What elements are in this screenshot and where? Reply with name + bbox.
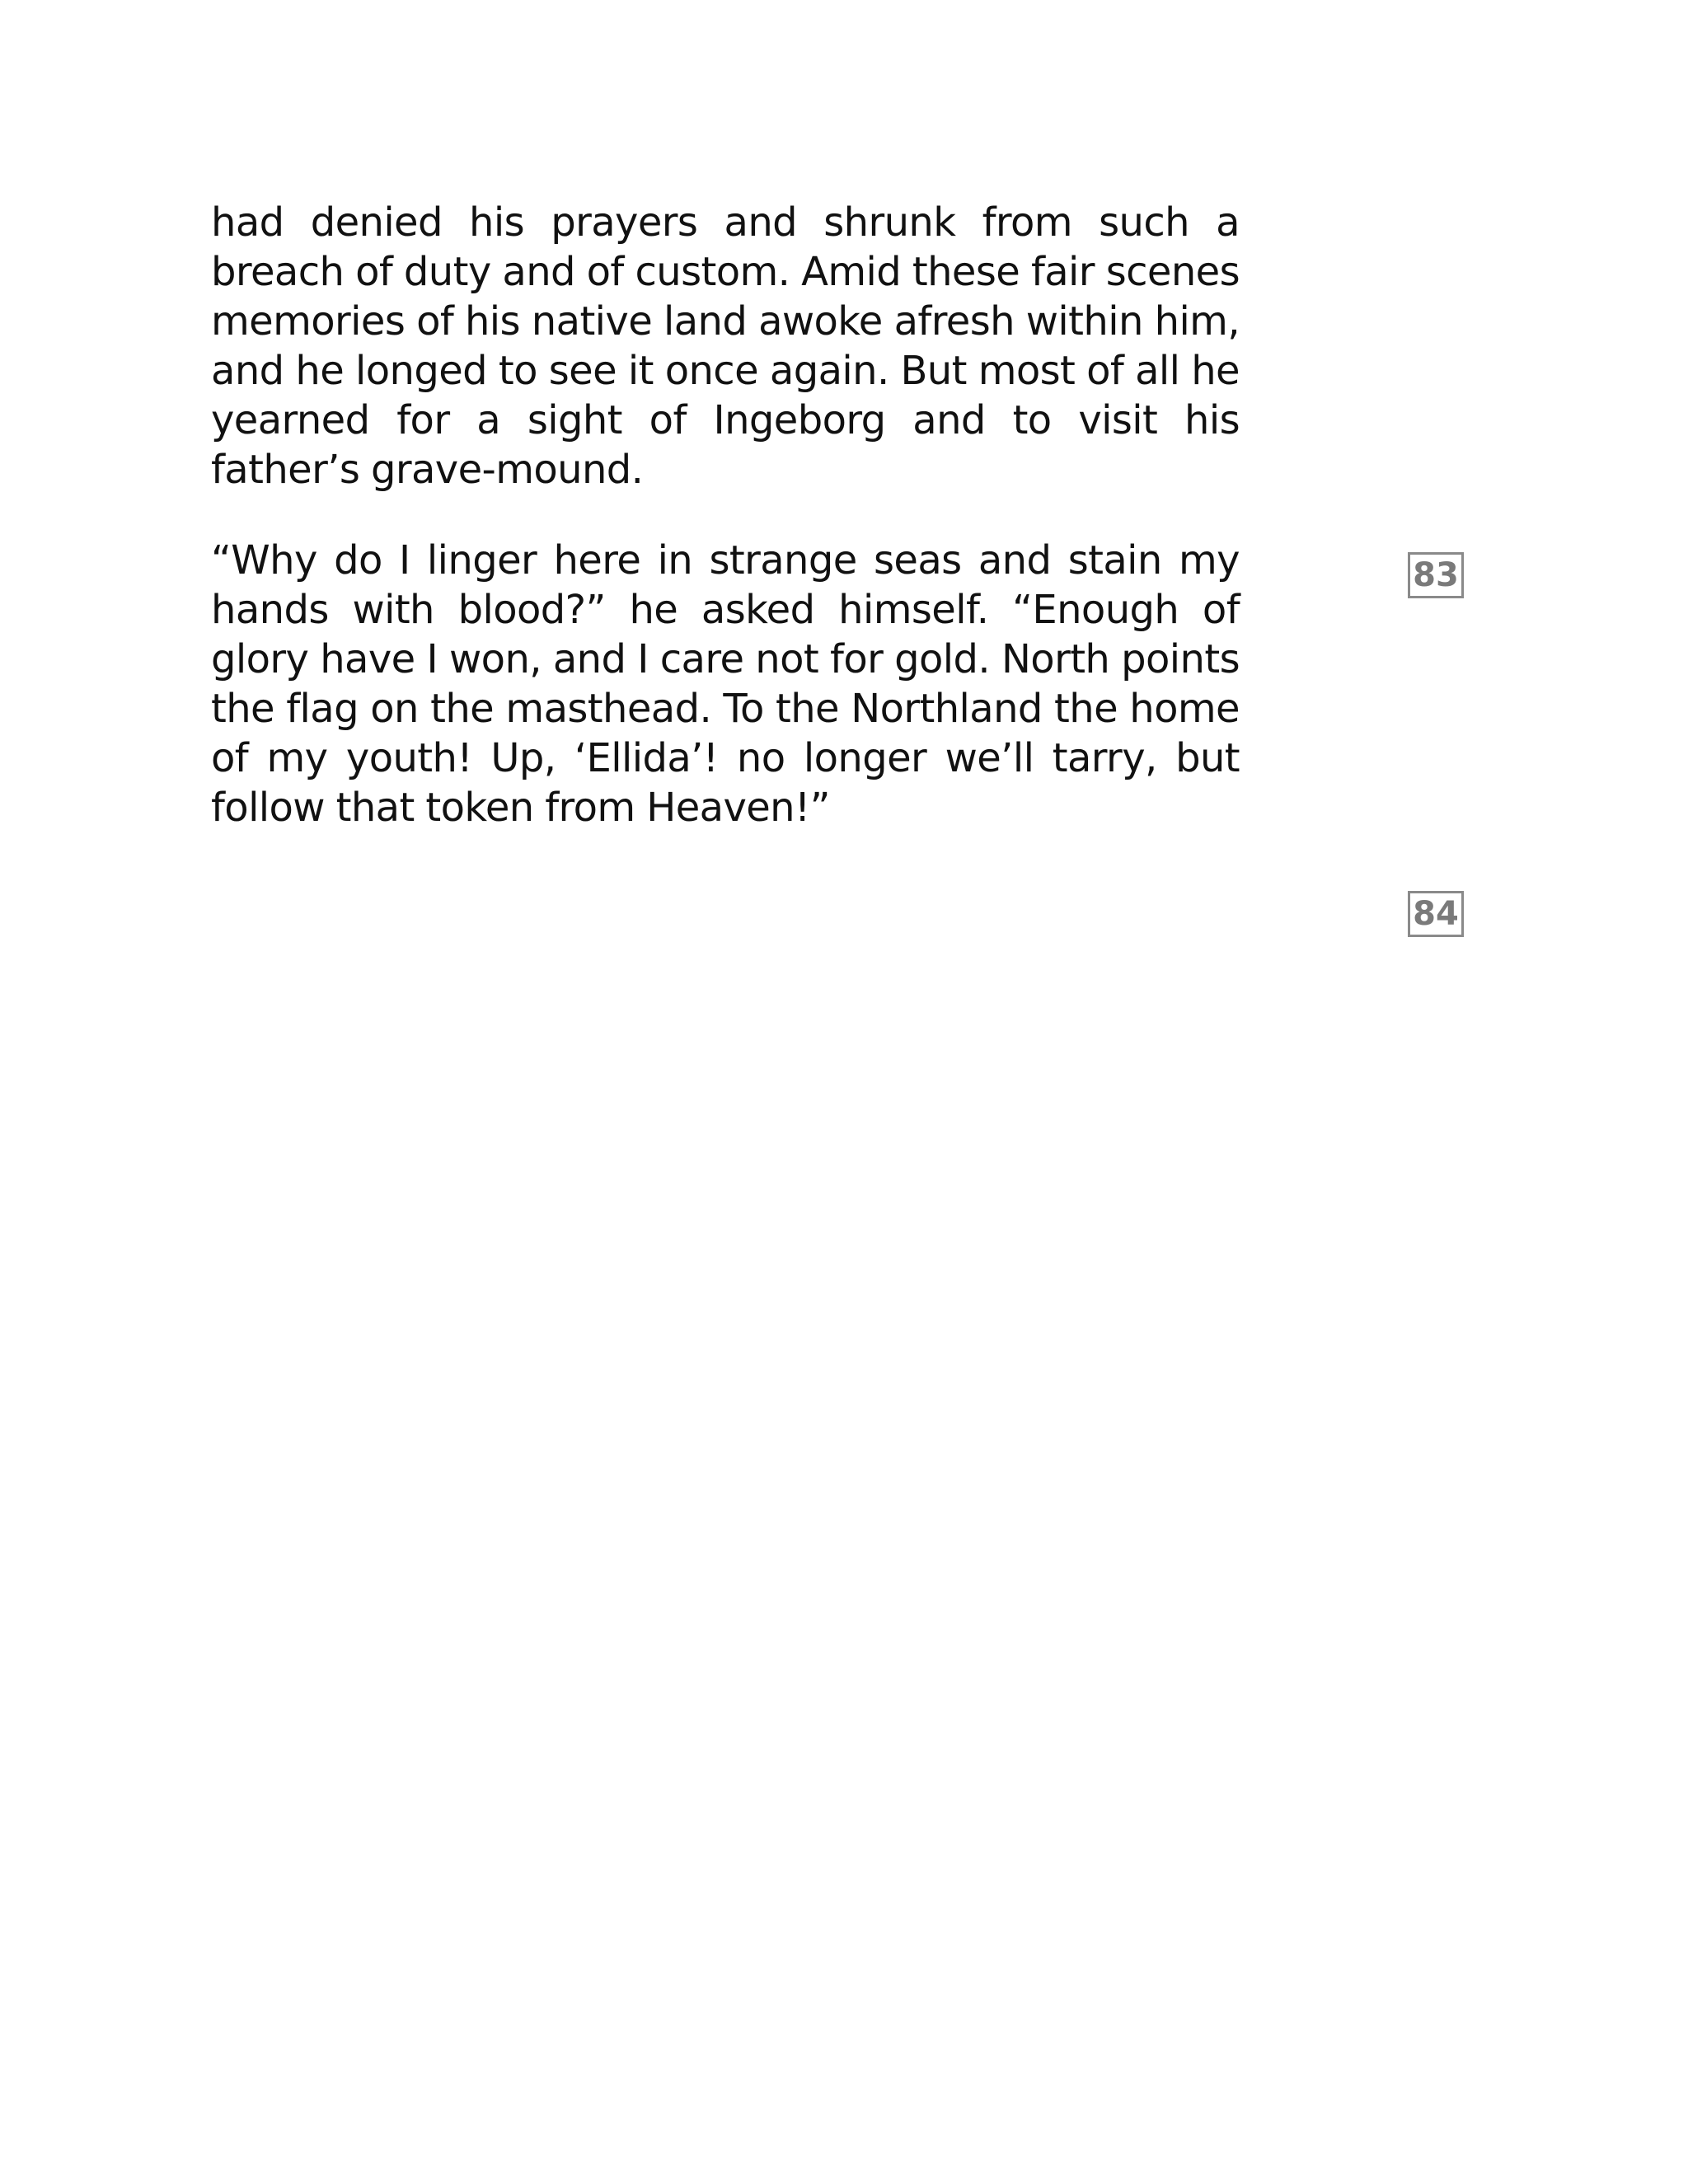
body-text (211, 198, 1240, 832)
page-number-marker: 83 (1408, 552, 1464, 598)
page-number-marker: 84 (1408, 891, 1464, 937)
paragraph-1: had denied his prayers and shrunk from such a breach of duty and of custom. Amid these fair scenes memories of his native land awoke afresh within him, and he longed to see it once again. But most of all he yearned for a sight of Ingeborg and to visit his father’s grave-mound. (211, 199, 1240, 493)
paragraph-2: “Why do I linger here in strange seas and stain my hands with blood?” he asked himself. “Enough of glory have I won, and I care not for gold. North points the flag on the masthead. To the Northland the home of my youth! Up, ‘Ellida’! no longer we’ll tarry, but follow that token from Heaven!” (211, 537, 1240, 831)
